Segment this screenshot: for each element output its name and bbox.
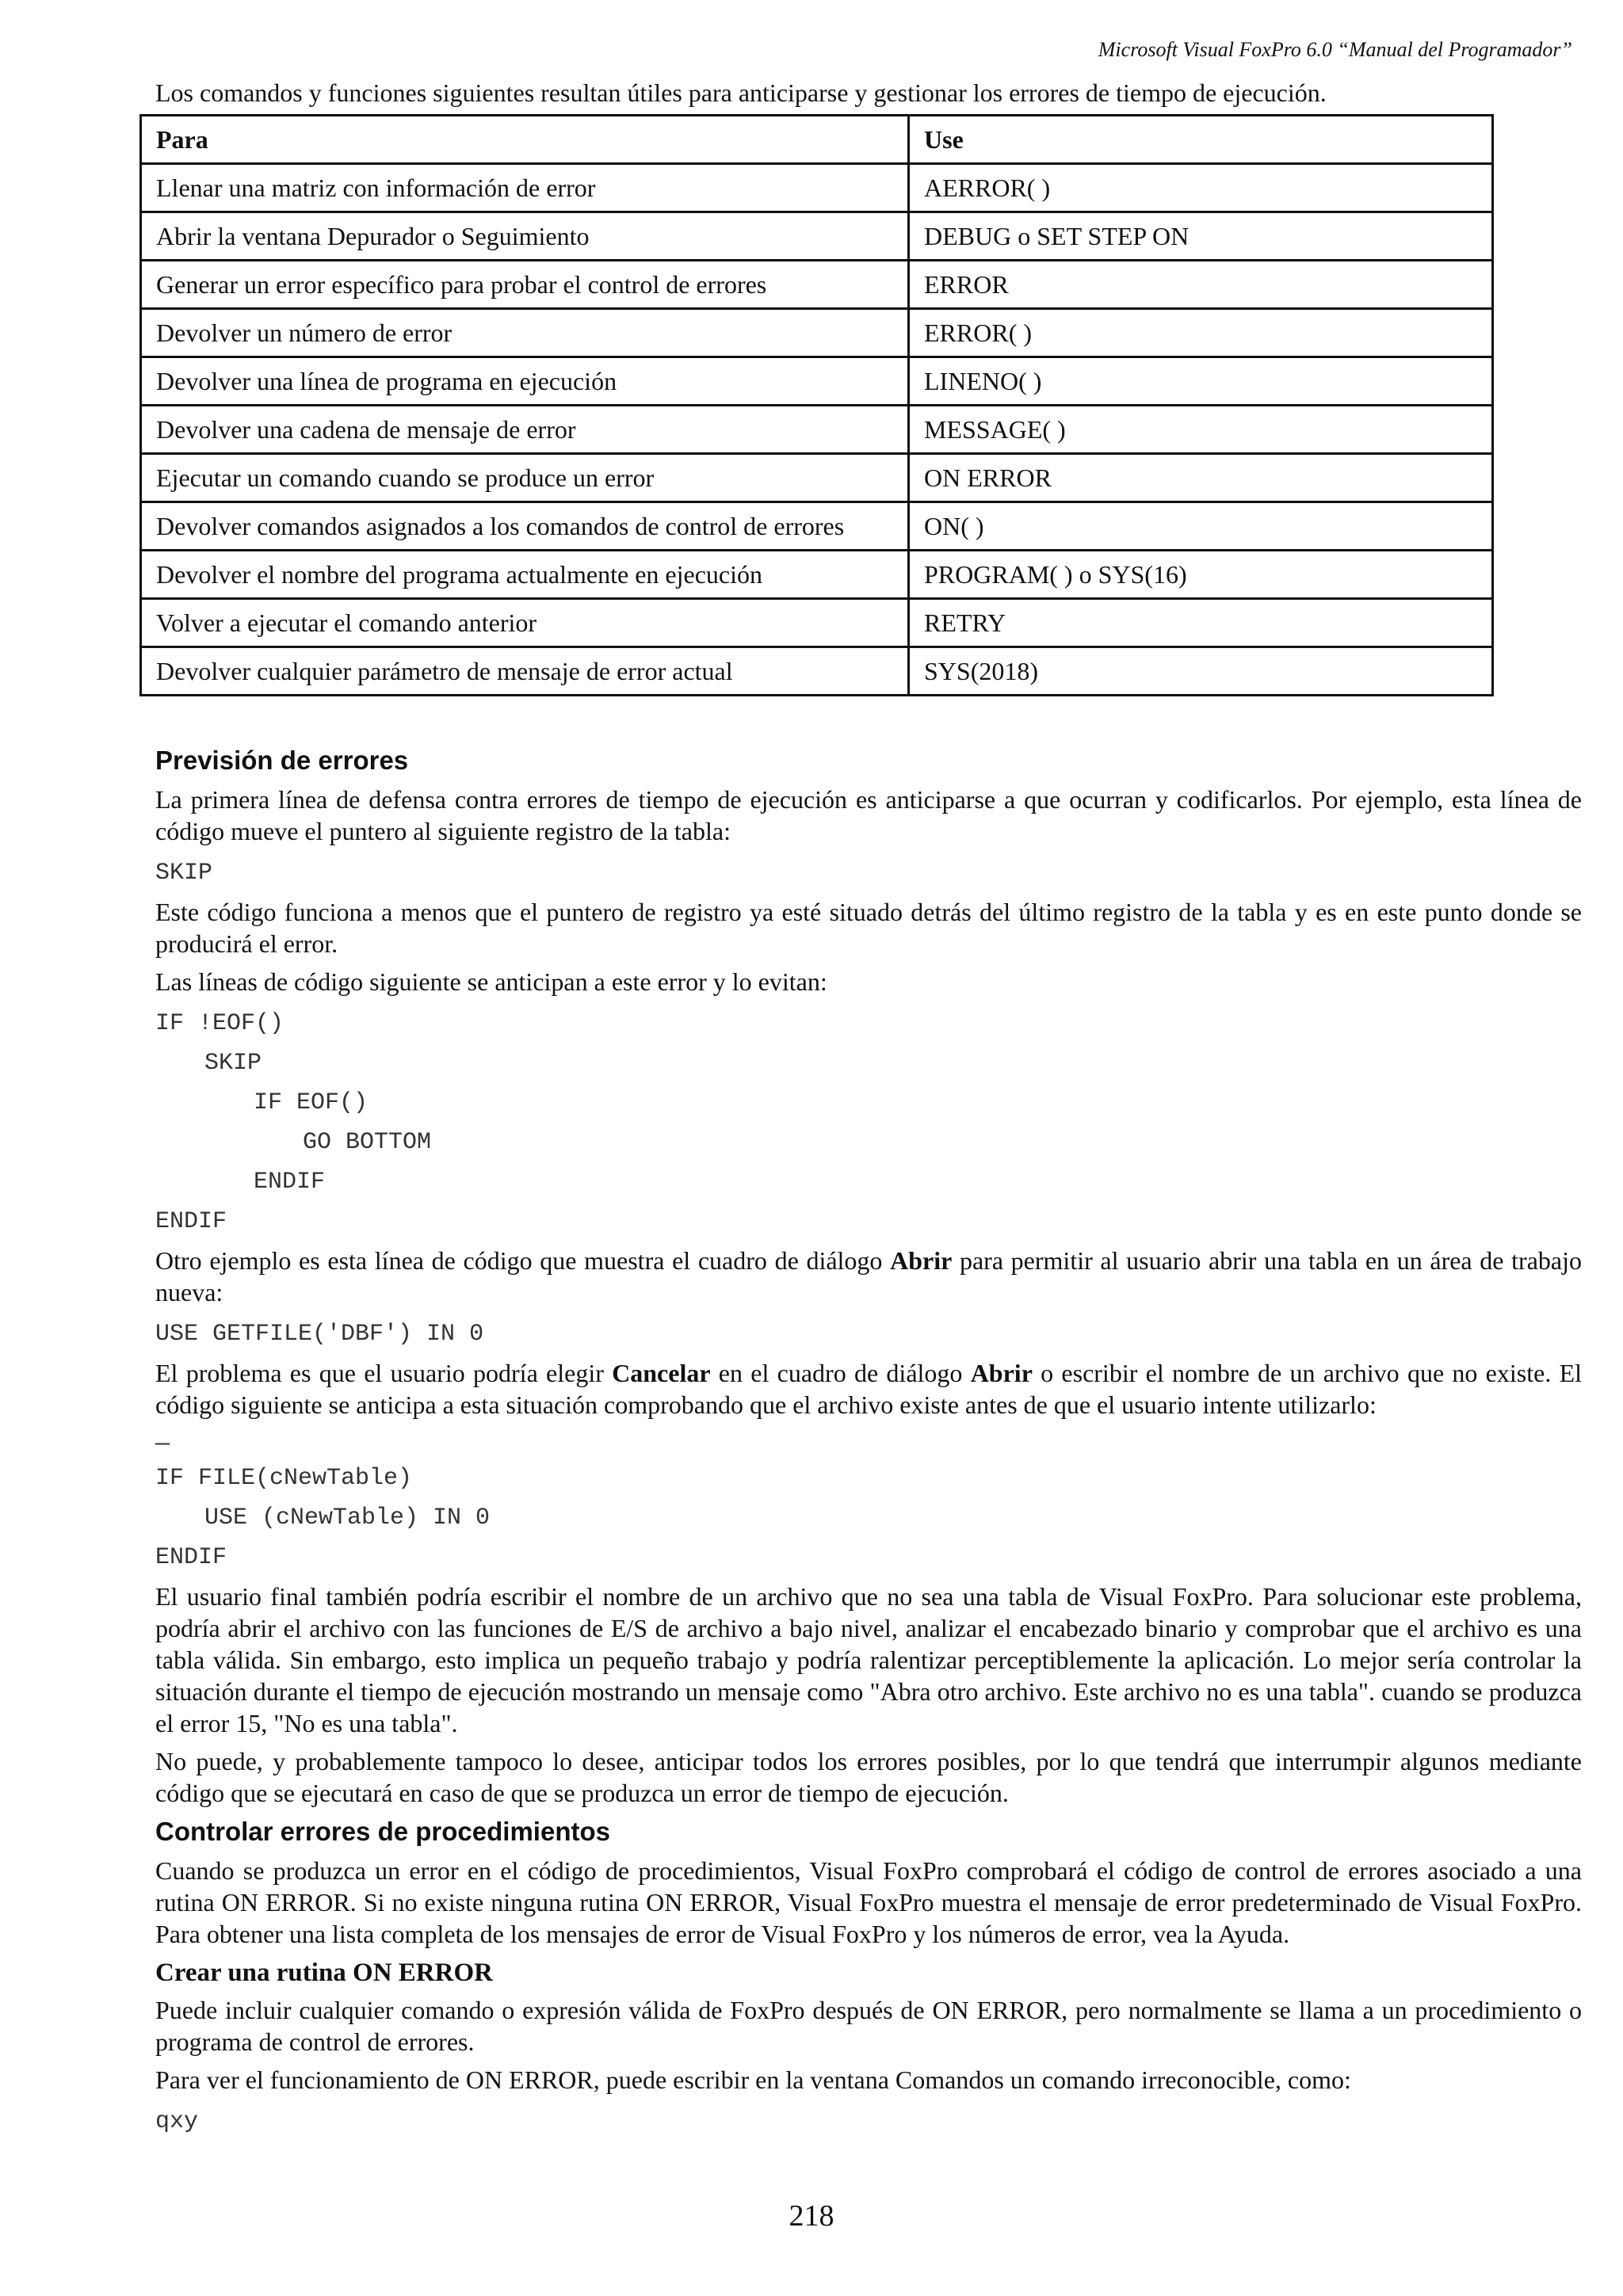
table-row bbox=[141, 164, 1493, 212]
table-row bbox=[141, 599, 1493, 647]
table-header-para: Para bbox=[141, 116, 909, 164]
table-cell-para: Devolver una línea de programa en ejecución bbox=[141, 357, 909, 406]
paragraph: Las líneas de código siguiente se anticipan a este error y lo evitan: bbox=[155, 967, 827, 996]
code-line: USE GETFILE('DBF') IN 0 bbox=[155, 1321, 484, 1348]
paragraph: Este código funciona a menos que el puntero de registro ya esté situado detrás del último registro de la tabla y es en este punto donde se producirá el error. bbox=[155, 898, 1582, 958]
code-line: ENDIF bbox=[254, 1169, 326, 1196]
paragraph: Cuando se produzca un error en el código de procedimientos, Visual FoxPro comprobará el código de control de errores asociado a una rutina ON ERROR. Si no existe ninguna rutina ON ERROR, Visual FoxPro muestra el mensaje de error predeterminado de Visual FoxPro. Para obtener una lista completa de los mensajes de error de Visual FoxPro y los números de error, vea la Ayuda. bbox=[155, 1856, 1582, 1948]
table-row bbox=[141, 357, 1493, 406]
code-line: USE (cNewTable) IN 0 bbox=[204, 1505, 491, 1531]
bold-term-abrir: Abrir bbox=[970, 1359, 1033, 1387]
code-line: GO BOTTOM bbox=[303, 1129, 432, 1156]
paragraph bbox=[155, 1357, 1582, 1421]
table-cell-use: SYS(2018) bbox=[909, 647, 1493, 696]
table-cell-use: ERROR bbox=[909, 261, 1493, 309]
table-row bbox=[141, 454, 1493, 502]
page-number: 218 bbox=[789, 2199, 834, 2233]
table-cell-para: Abrir la ventana Depurador o Seguimiento bbox=[141, 212, 909, 261]
table-header-use: Use bbox=[909, 116, 1493, 164]
table-cell-para: Volver a ejecutar el comando anterior bbox=[141, 599, 909, 647]
table-cell-use: ON ERROR bbox=[909, 454, 1493, 502]
table-row bbox=[141, 309, 1493, 357]
section-heading-prevision: Previsión de errores bbox=[155, 746, 409, 775]
text-run: Otro ejemplo es esta línea de código que muestra el cuadro de diálogo bbox=[155, 1246, 891, 1275]
text-run: o escribir el nombre de un archivo que no existe. El código siguiente se anticipa a esta situación comprobando que el archivo existe antes de que el usuario intente utilizarlo: bbox=[155, 1359, 1583, 1419]
table-cell-use: PROGRAM( ) o SYS(16) bbox=[909, 551, 1493, 599]
code-line: qxy bbox=[155, 2108, 199, 2135]
dash-mark: — bbox=[155, 1431, 170, 1458]
subsection-heading-on-error: Crear una rutina ON ERROR bbox=[155, 1958, 493, 1987]
code-line: IF EOF() bbox=[254, 1089, 369, 1116]
code-line: SKIP bbox=[204, 1050, 262, 1077]
paragraph: La primera línea de defensa contra errores de tiempo de ejecución es anticiparse a que ocurran y codificarlos. Por ejemplo, esta línea de código mueve el puntero al siguiente registro de la tabla: bbox=[155, 785, 1582, 845]
code-line: IF FILE(cNewTable) bbox=[155, 1465, 413, 1492]
table-cell-use: AERROR( ) bbox=[909, 164, 1493, 212]
code-line: ENDIF bbox=[155, 1544, 227, 1571]
intro-paragraph: Los comandos y funciones siguientes resultan útiles para anticiparse y gestionar los errores de tiempo de ejecución. bbox=[155, 78, 1327, 107]
table-cell-use: ON( ) bbox=[909, 502, 1493, 551]
table-cell-para: Ejecutar un comando cuando se produce un error bbox=[141, 454, 909, 502]
page-content bbox=[155, 76, 1582, 2145]
table-header-row bbox=[141, 116, 1493, 164]
table-row bbox=[141, 261, 1493, 309]
bold-term-abrir: Abrir bbox=[890, 1246, 953, 1275]
table-cell-use: RETRY bbox=[909, 599, 1493, 647]
running-header: Microsoft Visual FoxPro 6.0 “Manual del Programador” bbox=[1098, 38, 1572, 61]
table-cell-use: ERROR( ) bbox=[909, 309, 1493, 357]
table-row bbox=[141, 551, 1493, 599]
text-run: para permitir al usuario abrir una tabla en un área de trabajo nueva: bbox=[155, 1246, 1583, 1306]
text-run: El problema es que el usuario podría elegir bbox=[155, 1359, 613, 1387]
text-run: en el cuadro de diálogo bbox=[710, 1359, 971, 1387]
table-cell-para: Devolver cualquier parámetro de mensaje de error actual bbox=[141, 647, 909, 696]
table-cell-para: Devolver el nombre del programa actualmente en ejecución bbox=[141, 551, 909, 599]
table-cell-para: Generar un error específico para probar el control de errores bbox=[141, 261, 909, 309]
table-row bbox=[141, 212, 1493, 261]
paragraph: Puede incluir cualquier comando o expresión válida de FoxPro después de ON ERROR, pero normalmente se llama a un procedimiento o programa de control de errores. bbox=[155, 1996, 1582, 2056]
table-cell-use: MESSAGE( ) bbox=[909, 406, 1493, 454]
table-row bbox=[141, 406, 1493, 454]
bold-term-cancelar: Cancelar bbox=[612, 1359, 711, 1387]
table-cell-para: Devolver comandos asignados a los comandos de control de errores bbox=[141, 502, 909, 551]
paragraph: Para ver el funcionamiento de ON ERROR, puede escribir en la ventana Comandos un comando irreconocible, como: bbox=[155, 2065, 1351, 2094]
table-cell-use: LINENO( ) bbox=[909, 357, 1493, 406]
table-row bbox=[141, 647, 1493, 696]
table-cell-para: Devolver una cadena de mensaje de error bbox=[141, 406, 909, 454]
paragraph bbox=[155, 1245, 1582, 1308]
code-block bbox=[155, 1459, 1582, 1577]
code-block bbox=[155, 1004, 1582, 1241]
commands-table bbox=[139, 114, 1494, 696]
paragraph: El usuario final también podría escribir el nombre de un archivo que no sea una tabla de Visual FoxPro. Para solucionar este problema, podría abrir el archivo con las funciones de E/S de archivo a bajo nivel, analizar el encabezado binario y comprobar que el archivo es una tabla válida. Sin embargo, esto implica un pequeño trabajo y podría ralentizar perceptiblemente la aplicación. Lo mejor sería controlar la situación durante el tiempo de ejecución mostrando un mensaje como "Abra otro archivo. Este archivo no es una tabla". cuando se produzca el error 15, "No es una tabla". bbox=[155, 1582, 1582, 1737]
code-line: IF !EOF() bbox=[155, 1010, 285, 1037]
table-cell-para: Llenar una matriz con información de error bbox=[141, 164, 909, 212]
code-line: ENDIF bbox=[155, 1208, 227, 1235]
code-line: SKIP bbox=[155, 860, 213, 887]
paragraph: No puede, y probablemente tampoco lo desee, anticipar todos los errores posibles, por lo que tendrá que interrumpir algunos mediante código que se ejecutará en caso de que se produzca un error de tiempo de ejecución. bbox=[155, 1747, 1582, 1807]
section-heading-controlar: Controlar errores de procedimientos bbox=[155, 1817, 610, 1846]
table-cell-para: Devolver un número de error bbox=[141, 309, 909, 357]
table-row bbox=[141, 502, 1493, 551]
table-cell-use: DEBUG o SET STEP ON bbox=[909, 212, 1493, 261]
